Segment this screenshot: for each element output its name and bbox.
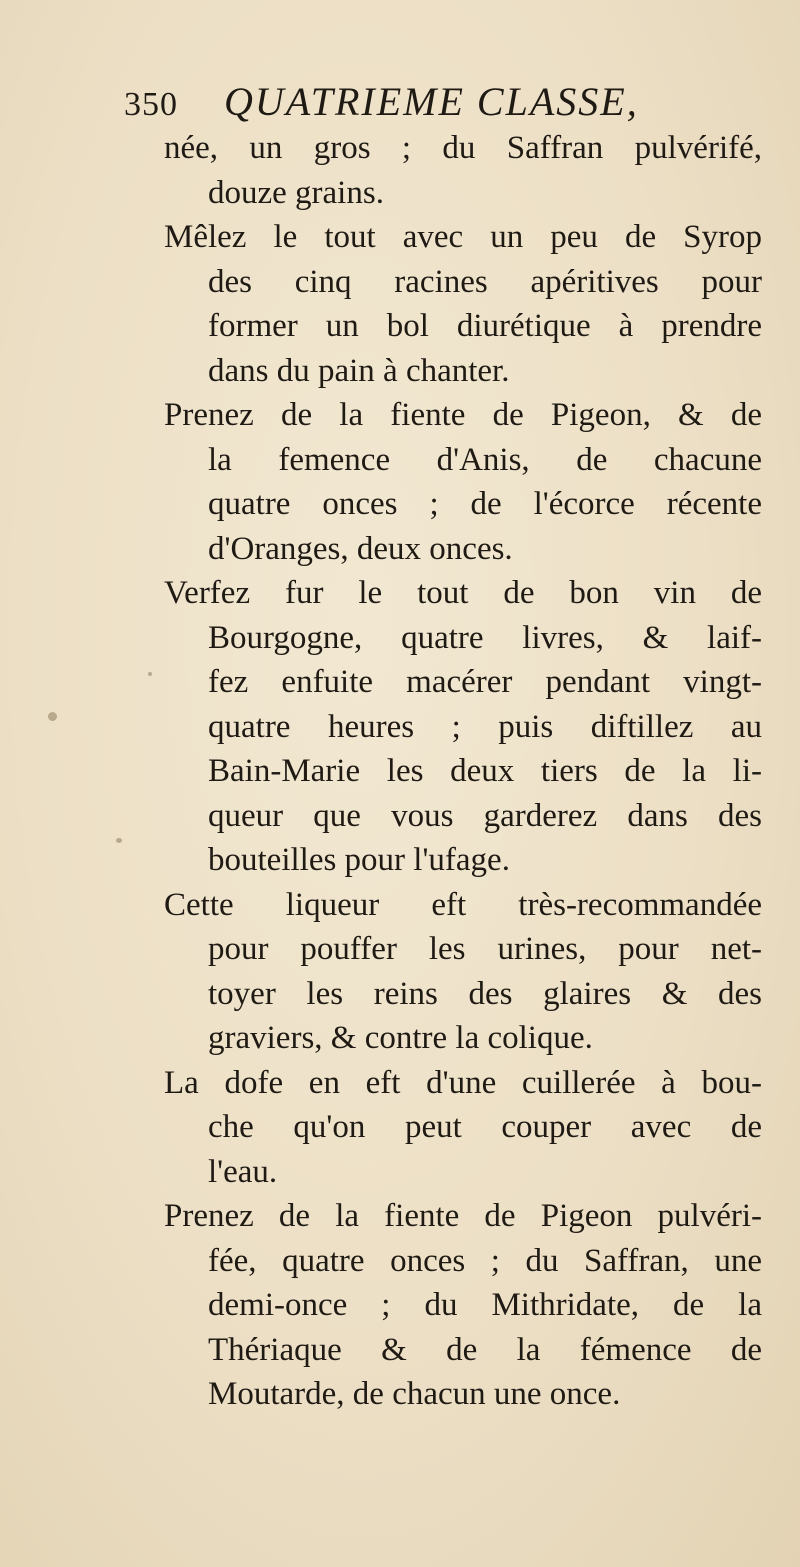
text-line: bouteilles pour l'ufage.: [208, 842, 510, 878]
paper-speck: [148, 672, 152, 676]
paper-speck: [116, 838, 122, 843]
text-line: des cinq racines apéritives pour: [208, 263, 762, 300]
text-line: Prenez de la fiente de Pigeon pulvéri-: [164, 1198, 762, 1234]
text-line: che qu'on peut couper avec de: [208, 1109, 762, 1145]
text-line: pour pouffer les urines, pour net-: [208, 931, 762, 967]
text-line: La dofe en eft d'une cuillerée à bou-: [164, 1064, 762, 1101]
text-line: Verfez fur le tout de bon vin de: [164, 575, 762, 611]
text-line: Bain-Marie les deux tiers de la li-: [208, 753, 762, 789]
text-line: fée, quatre onces ; du Saffran, une: [208, 1242, 762, 1279]
paragraph: [164, 126, 762, 215]
body-text: [164, 126, 762, 1417]
paragraph: [164, 883, 762, 1061]
text-line: Thériaque & de la fémence de: [208, 1331, 762, 1368]
text-line: Moutarde, de chacun une once.: [208, 1376, 621, 1412]
text-line: Bourgogne, quatre livres, & laif-: [208, 619, 762, 656]
text-line: dans du pain à chanter.: [208, 352, 510, 389]
text-line: quatre onces ; de l'écorce récente: [208, 486, 762, 522]
chapter-title: QUATRIEME CLASSE,: [224, 79, 639, 124]
paragraph: [164, 215, 762, 393]
text-line: douze grains.: [208, 174, 384, 211]
paragraph: [164, 1061, 762, 1195]
text-line: former un bol diurétique à prendre: [208, 308, 762, 344]
text-line: née, un gros ; du Saffran pulvérifé,: [164, 130, 762, 166]
paragraph: [164, 1194, 762, 1417]
paragraph: [164, 393, 762, 571]
text-line: toyer les reins des glaires & des: [208, 975, 762, 1012]
text-line: Cette liqueur eft très-recommandée: [164, 886, 762, 923]
running-head: [124, 76, 684, 128]
page-number: 350: [124, 86, 178, 123]
text-line: quatre heures ; puis diftillez au: [208, 708, 762, 745]
text-line: Mêlez le tout avec un peu de Syrop: [164, 219, 762, 255]
text-line: fez enfuite macérer pendant vingt-: [208, 664, 762, 700]
text-line: d'Oranges, deux onces.: [208, 530, 513, 567]
paper-speck: [48, 712, 57, 721]
text-line: graviers, & contre la colique.: [208, 1020, 593, 1056]
text-line: Prenez de la fiente de Pigeon, & de: [164, 397, 762, 433]
text-line: l'eau.: [208, 1153, 278, 1190]
text-line: queur que vous garderez dans des: [208, 797, 762, 834]
paragraph: [164, 571, 762, 883]
text-line: demi-once ; du Mithridate, de la: [208, 1287, 762, 1323]
text-line: la femence d'Anis, de chacune: [208, 441, 762, 478]
